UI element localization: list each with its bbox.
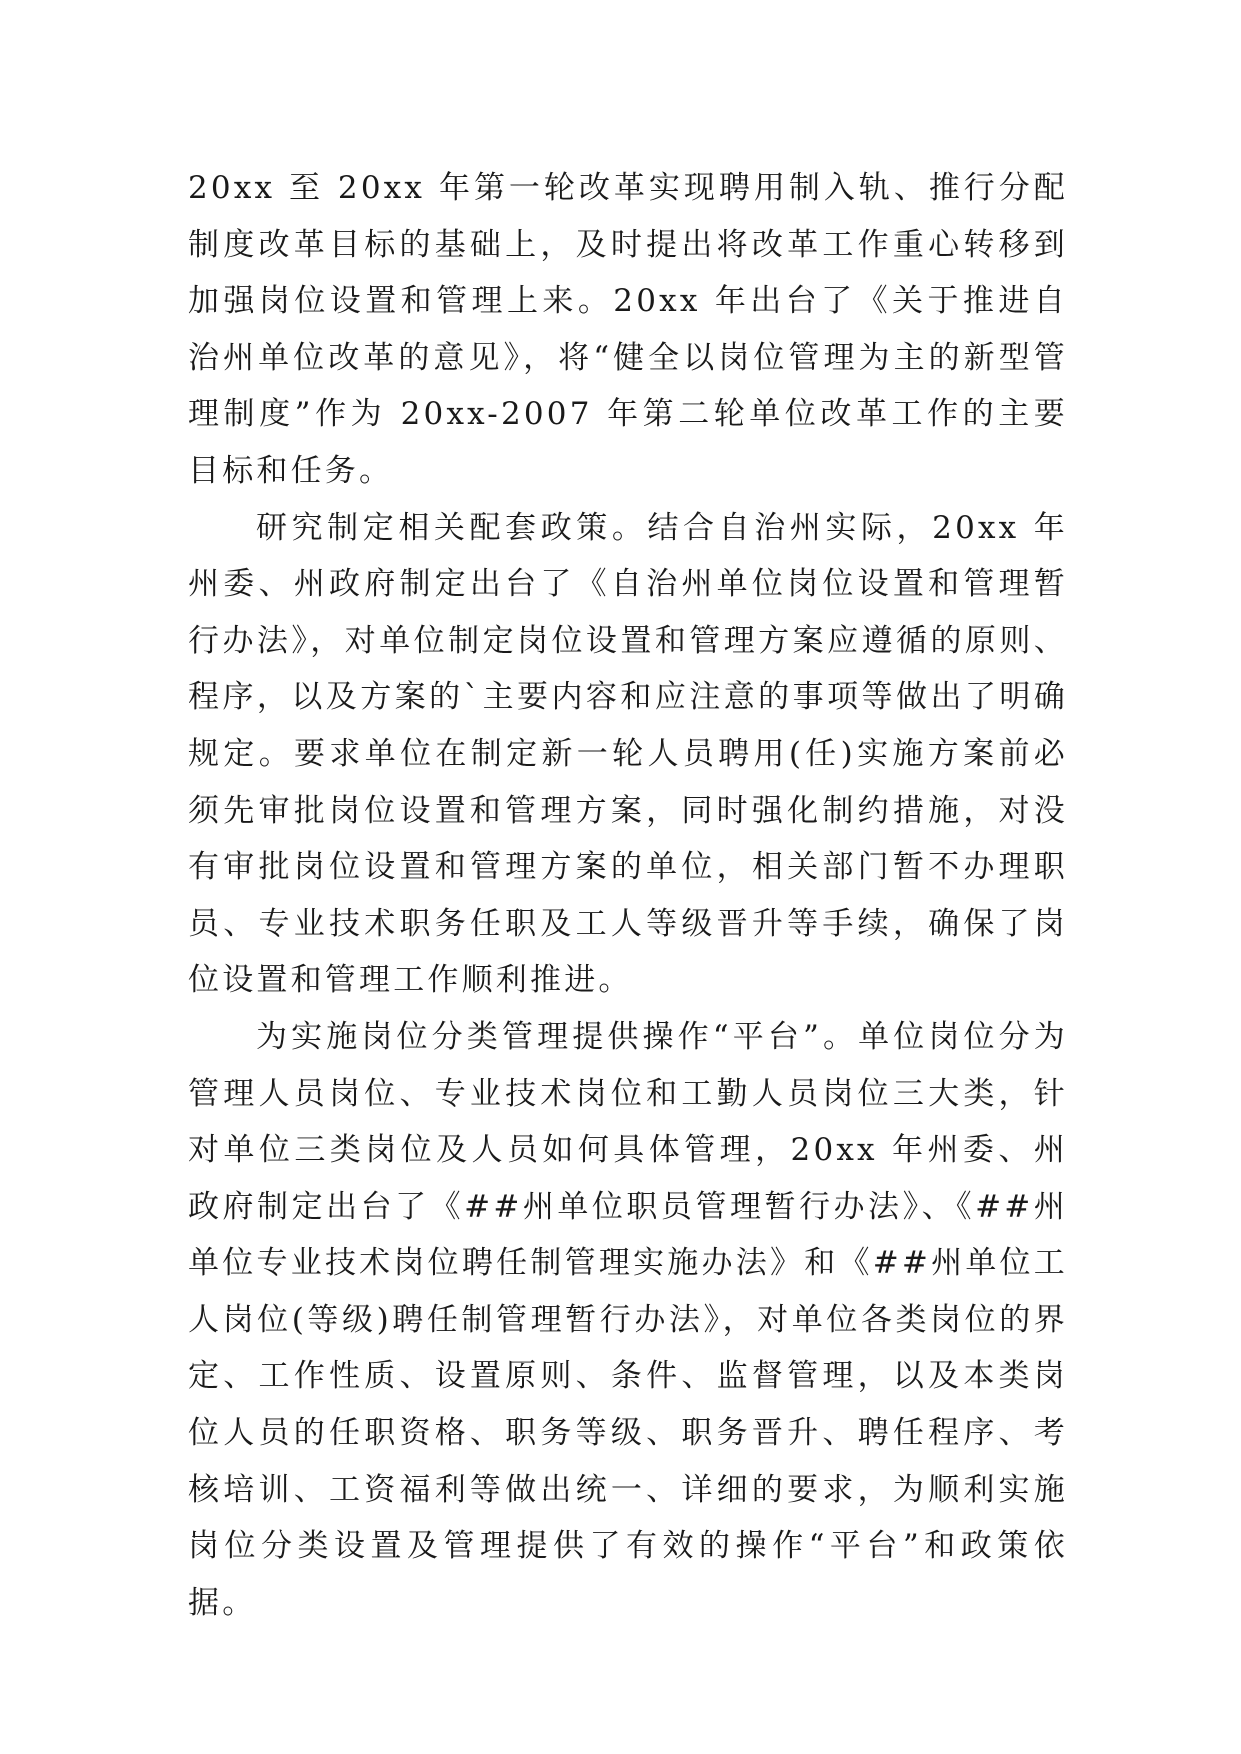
document-body (188, 160, 1068, 1631)
paragraph-1: 20xx 至 20xx 年第一轮改革实现聘用制入轨、推行分配制度改革目标的基础上，及时提出将改革工作重心转移到加强岗位设置和管理上来。20xx 年出台了《关于推进自治州单位改革的意见》，将“健全以岗位管理为主的新型管理制度”作为 20xx-2007 年第二轮单位改革工作的主要目标和任务。 (188, 170, 1068, 489)
paragraph-2: 研究制定相关配套政策。结合自治州实际，20xx 年州委、州政府制定出台了《自治州单位岗位设置和管理暂行办法》，对单位制定岗位设置和管理方案应遵循的原则、程序，以及方案的`主要内容和应注意的事项等做出了明确规定。要求单位在制定新一轮人员聘用(任)实施方案前必须先审批岗位设置和管理方案，同时强化制约措施，对没有审批岗位设置和管理方案的单位，相关部门暂不办理职员、专业技术职务任职及工人等级晋升等手续，确保了岗位设置和管理工作顺利推进。 (188, 509, 1068, 999)
paragraph-3: 为实施岗位分类管理提供操作“平台”。单位岗位分为管理人员岗位、专业技术岗位和工勤人员岗位三大类，针对单位三类岗位及人员如何具体管理，20xx 年州委、州政府制定出台了《##州单位职员管理暂行办法》、《##州单位专业技术岗位聘任制管理实施办法》和《##州单位工人岗位(等级)聘任制管理暂行办法》，对单位各类岗位的界定、工作性质、设置原则、条件、监督管理，以及本类岗位人员的任职资格、职务等级、职务晋升、聘任程序、考核培训、工资福利等做出统一、详细的要求，为顺利实施岗位分类设置及管理提供了有效的操作“平台”和政策依据。 (188, 1018, 1068, 1621)
